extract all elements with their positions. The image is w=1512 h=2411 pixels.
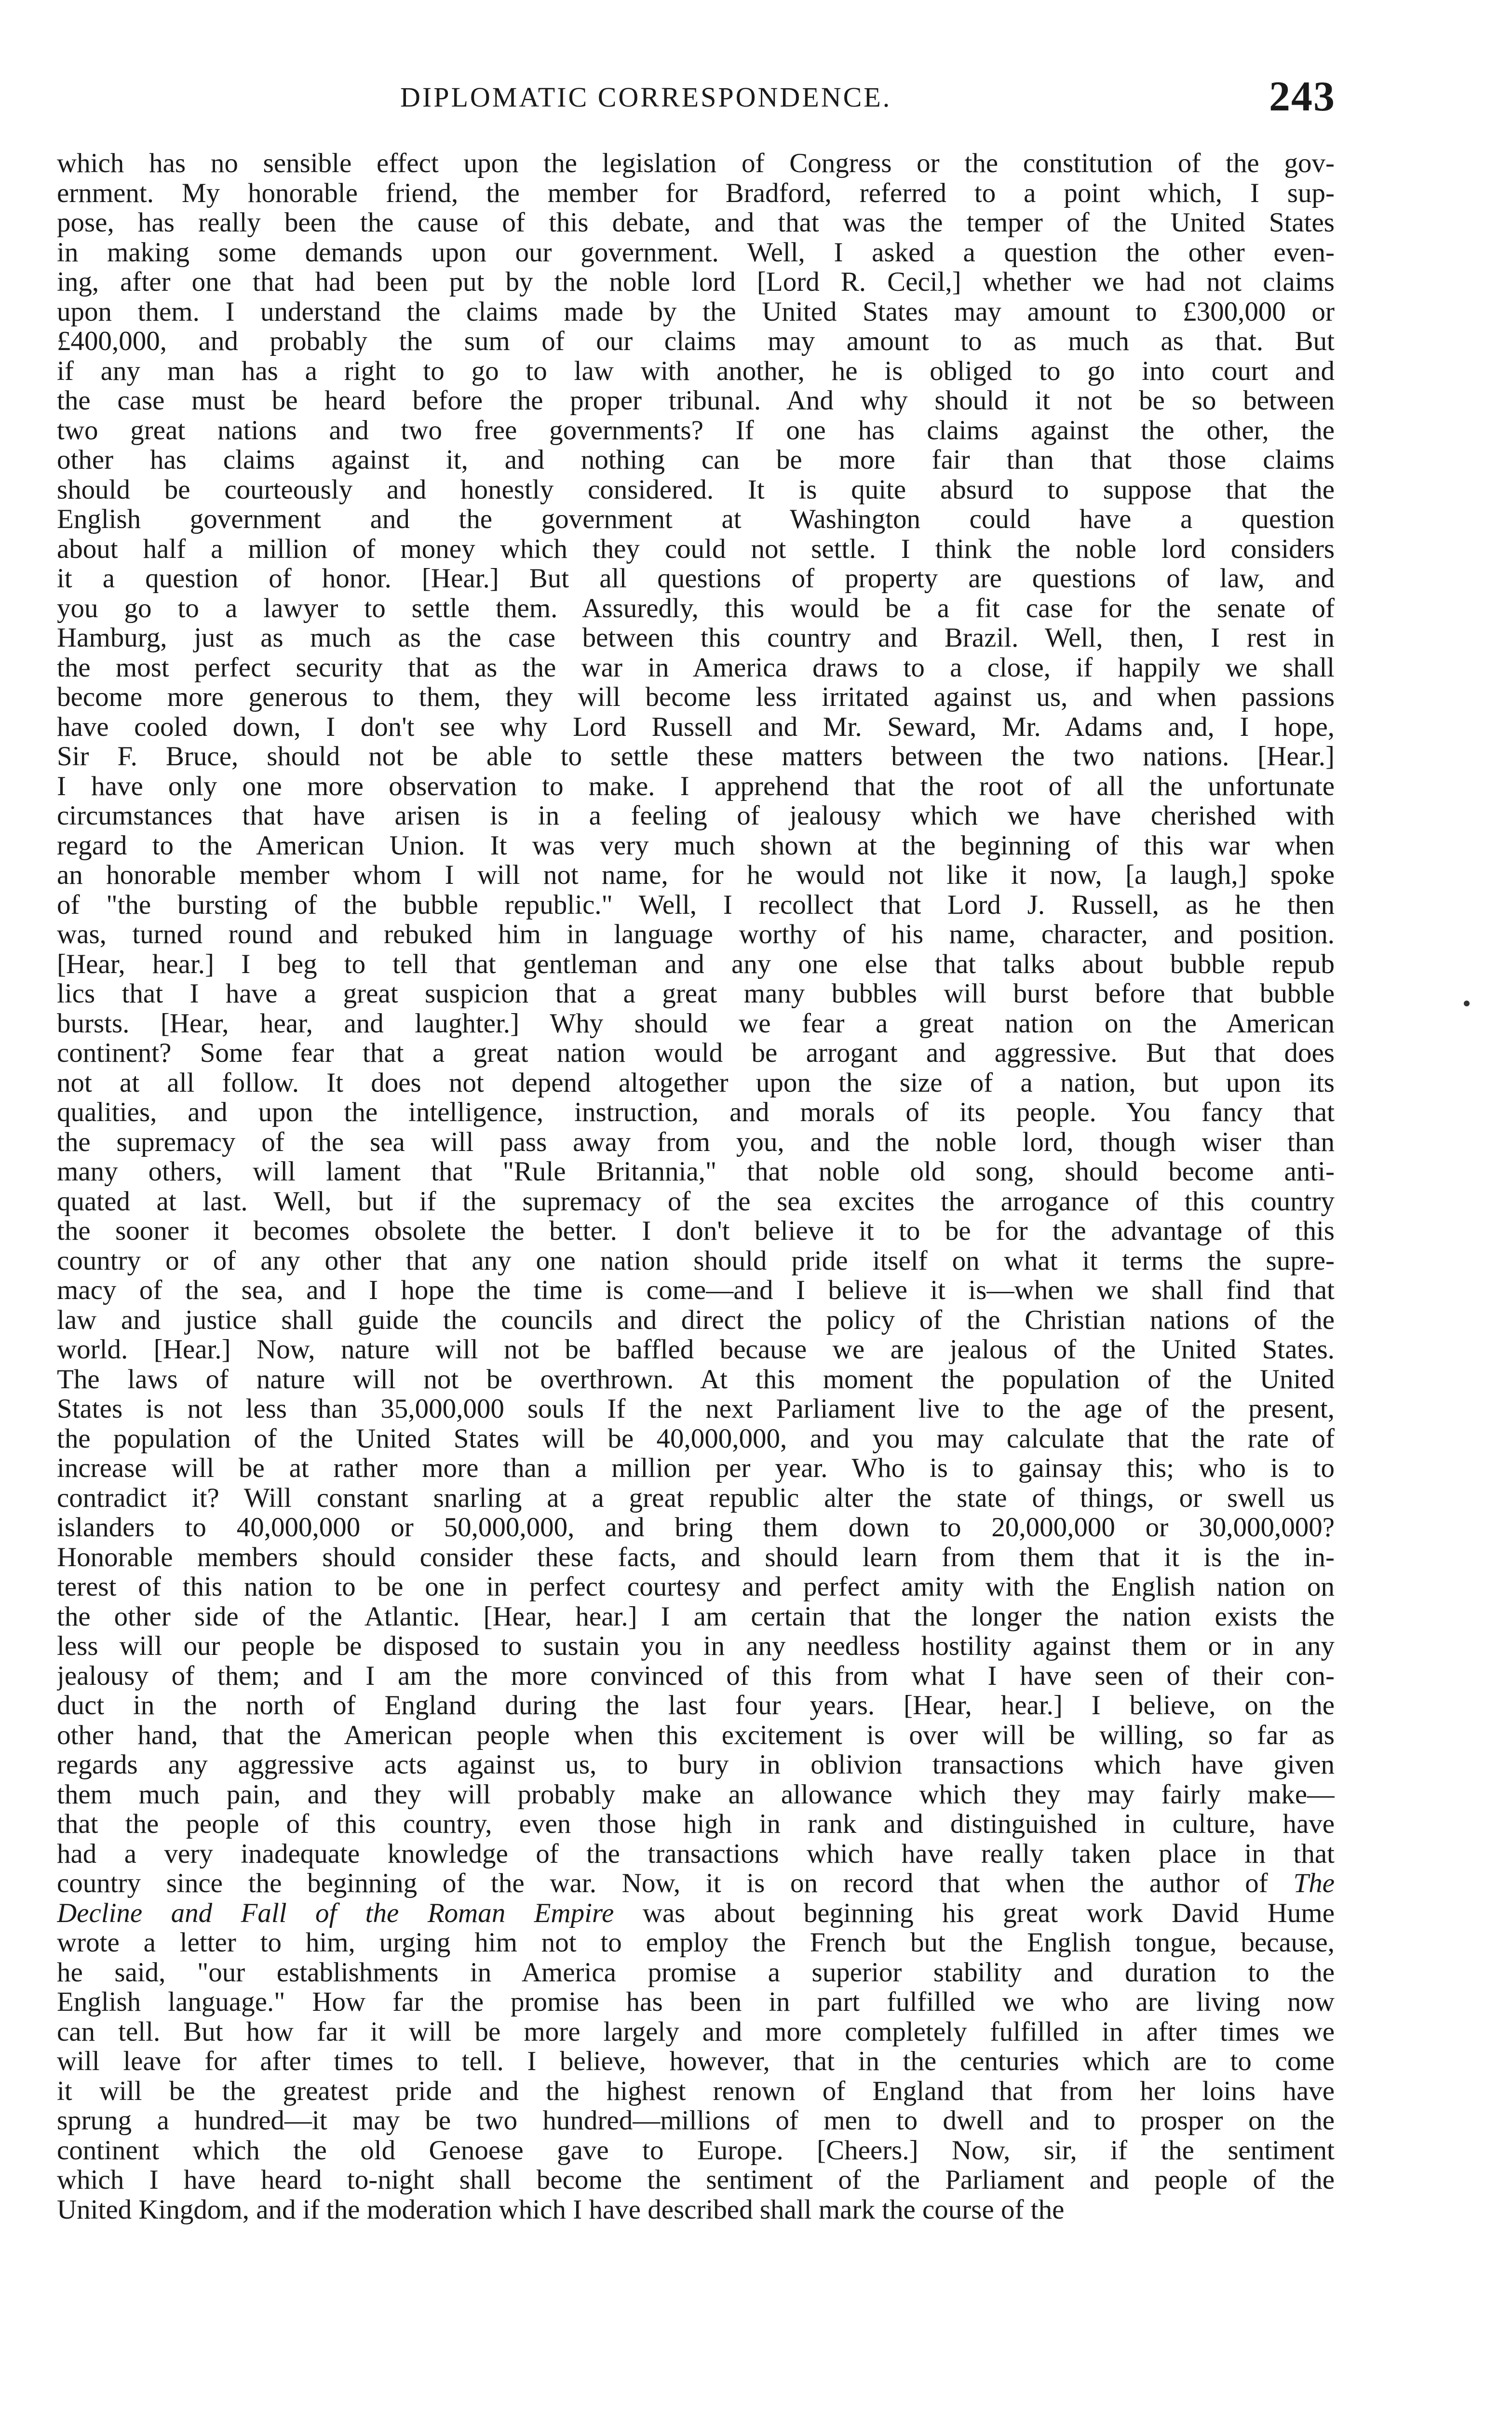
text-line: other has claims against it, and nothing can be more fair than that those claims [57,445,1335,475]
text-line: terest of this nation to be one in perfect courtesy and perfect amity with the English nation on [57,1572,1335,1602]
text-line: regard to the American Union. It was very much shown at the beginning of this war when [57,830,1335,860]
text-line: them much pain, and they will probably make an allowance which they may fairly make— [57,1779,1335,1809]
text-line: have cooled down, I don't see why Lord Russell and Mr. Seward, Mr. Adams and, I hope, [57,712,1335,742]
text-line: regards any aggressive acts against us, to bury in oblivion transactions which have given [57,1750,1335,1780]
text-line: was, turned round and rebuked him in language worthy of his name, character, and position. [57,920,1335,949]
text-line: contradict it? Will constant snarling at a great republic alter the state of things, or swell us [57,1483,1335,1513]
text-line: duct in the north of England during the last four years. [Hear, hear.] I believe, on the [57,1691,1335,1720]
text-line: Honorable members should consider these facts, and should learn from them that it is the in- [57,1542,1335,1572]
text-line: continent? Some fear that a great nation would be arrogant and aggressive. But that does [57,1038,1335,1068]
text-line: less will our people be disposed to sustain you in any needless hostility against them or in any [57,1631,1335,1661]
text-line: upon them. I understand the claims made by the United States may amount to £300,000 or [57,297,1335,326]
text-line: lics that I have a great suspicion that a great many bubbles will burst before that bubble [57,979,1335,1009]
text-line: many others, will lament that "Rule Britannia," that noble old song, should become anti- [57,1157,1335,1187]
text-line: the population of the United States will be 40,000,000, and you may calculate that the rate of [57,1423,1335,1453]
text-line: which I have heard to-night shall become the sentiment of the Parliament and people of the [57,2165,1335,2195]
text-line: bursts. [Hear, hear, and laughter.] Why should we fear a great nation on the American [57,1008,1335,1038]
italic-book-title: Decline and Fall of the Roman Empire [57,1898,614,1928]
text-line: you go to a lawyer to settle them. Assuredly, this would be a fit case for the senate of [57,593,1335,623]
text-line: macy of the sea, and I hope the time is come—and I believe it is—when we shall find that [57,1275,1335,1305]
text-line: two great nations and two free governments? If one has claims against the other, the [57,415,1335,445]
text-line: continent which the old Genoese gave to Europe. [Cheers.] Now, sir, if the sentiment [57,2135,1335,2165]
text-line: English government and the government at Washington could have a question [57,504,1335,534]
text-line: I have only one more observation to make. I apprehend that the root of all the unfortunate [57,771,1335,801]
text-line-italic-b-rest: was about beginning his great work David Hume [614,1898,1335,1928]
text-line: of "the bursting of the bubble republic." Well, I recollect that Lord J. Russell, as he then [57,890,1335,920]
text-line: wrote a letter to him, urging him not to employ the French but the English tongue, because, [57,1928,1335,1958]
text-line: the case must be heard before the proper tribunal. And why should it not be so between [57,386,1335,416]
text-line: it will be the greatest pride and the highest renown of England that from her loins have [57,2076,1335,2106]
text-line: will leave for after times to tell. I believe, however, that in the centuries which are to come [57,2046,1335,2076]
running-header [63,72,1336,125]
page-number: 243 [1269,73,1336,120]
text-line: not at all follow. It does not depend altogether upon the size of a nation, but upon its [57,1068,1335,1097]
text-line: an honorable member whom I will not name, for he would not like it now, [a laugh,] spoke [57,860,1335,890]
text-line-italic-a [57,1869,1335,1898]
text-line: The laws of nature will not be overthrown. At this moment the population of the United [57,1364,1335,1394]
text-line: sprung a hundred—it may be two hundred—millions of men to dwell and to prosper on the [57,2106,1335,2136]
text-line: United Kingdom, and if the moderation which I have described shall mark the course of the [57,2194,1065,2224]
body-text [57,149,1335,2224]
text-line: States is not less than 35,000,000 souls If the next Parliament live to the age of the present, [57,1394,1335,1424]
italic-title-word: The [1293,1869,1335,1898]
text-line: English language." How far the promise has been in part fulfilled we who are living now [57,1987,1335,2017]
text-line: £400,000, and probably the sum of our claims may amount to as much as that. But [57,326,1335,356]
text-line: he said, "our establishments in America promise a superior stability and duration to the [57,1957,1335,1987]
text-line: if any man has a right to go to law with another, he is obliged to go into court and [57,356,1335,386]
paragraph-lines-continued [57,1928,1335,2224]
running-title: DIPLOMATIC CORRESPONDENCE. [400,81,892,113]
text-line: the most perfect security that as the war in America draws to a close, if happily we shall [57,652,1335,682]
text-line: country or of any other that any one nation should pride itself on what it terms the supre- [57,1246,1335,1275]
text-line: increase will be at rather more than a million per year. Who is to gainsay this; who is to [57,1453,1335,1483]
text-line: can tell. But how far it will be more largely and more completely fulfilled in after times we [57,2017,1335,2046]
text-line: the supremacy of the sea will pass away from you, and the noble lord, though wiser than [57,1127,1335,1157]
text-line: become more generous to them, they will become less irritated against us, and when passions [57,682,1335,712]
text-line: had a very inadequate knowledge of the transactions which have really taken place in that [57,1839,1335,1869]
text-line: about half a million of money which they could not settle. I think the noble lord considers [57,534,1335,564]
text-line: in making some demands upon our government. Well, I asked a question the other even- [57,237,1335,267]
text-line: world. [Hear.] Now, nature will not be baffled because we are jealous of the United States. [57,1335,1335,1365]
text-line: qualities, and upon the intelligence, instruction, and morals of its people. You fancy that [57,1097,1335,1127]
text-line: which has no sensible effect upon the legislation of Congress or the constitution of the gov- [57,149,1335,178]
text-line-italic-a-lead: country since the beginning of the war. Now, it is on record that when the author of [57,1869,1268,1898]
text-line: law and justice shall guide the councils and direct the policy of the Christian nations of the [57,1305,1335,1335]
text-line-italic-b [57,1898,1335,1928]
text-line: islanders to 40,000,000 or 50,000,000, and bring them down to 20,000,000 or 30,000,000? [57,1513,1335,1543]
text-line: [Hear, hear.] I beg to tell that gentleman and any one else that talks about bubble repub [57,949,1335,979]
text-line: ing, after one that had been put by the noble lord [Lord R. Cecil,] whether we had not claims [57,267,1335,297]
text-line: that the people of this country, even those high in rank and distinguished in culture, have [57,1809,1335,1839]
text-line: the other side of the Atlantic. [Hear, hear.] I am certain that the longer the nation exists the [57,1601,1335,1631]
text-line: other hand, that the American people when this excitement is over will be willing, so far as [57,1720,1335,1750]
text-line: it a question of honor. [Hear.] But all questions of property are questions of law, and [57,564,1335,594]
paragraph-lines [57,149,1335,1869]
text-line: Hamburg, just as much as the case between this country and Brazil. Well, then, I rest in [57,623,1335,653]
text-line: should be courteously and honestly considered. It is quite absurd to suppose that the [57,474,1335,504]
text-line: pose, has really been the cause of this debate, and that was the temper of the United States [57,208,1335,238]
text-line: circumstances that have arisen is in a feeling of jealousy which we have cherished with [57,801,1335,831]
text-line: the sooner it becomes obsolete the better. I don't believe it to be for the advantage of this [57,1216,1335,1246]
text-line: quated at last. Well, but if the supremacy of the sea excites the arrogance of this country [57,1186,1335,1216]
text-line: jealousy of them; and I am the more convinced of this from what I have seen of their con- [57,1661,1335,1691]
text-line: Sir F. Bruce, should not be able to settle these matters between the two nations. [Hear.] [57,742,1335,772]
text-line: ernment. My honorable friend, the member for Bradford, referred to a point which, I sup- [57,178,1335,208]
margin-dot [1464,1001,1470,1006]
